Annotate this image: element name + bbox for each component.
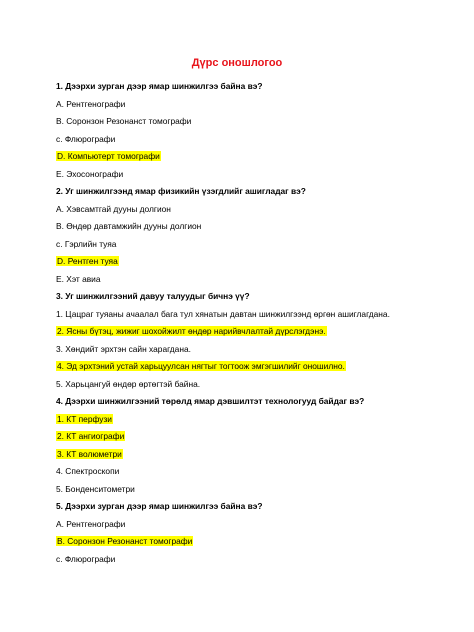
line-text: A. Хэвсамтгай дууны долгион — [56, 203, 171, 214]
answer-line — [56, 116, 191, 127]
answer-line — [56, 326, 327, 337]
answer-line — [56, 466, 119, 477]
line-text: c. Флюрографи — [56, 133, 116, 144]
question-line — [56, 291, 250, 302]
answer-line — [56, 256, 119, 267]
line-text: E. Эхосонографи — [56, 168, 124, 179]
answer-line — [56, 519, 125, 530]
line-text: B. Соронзон Резонанст томографи — [56, 116, 192, 126]
document-title: Дүрс оношлогоо — [191, 57, 283, 69]
answer-line — [56, 484, 135, 495]
answer-line — [56, 274, 101, 285]
line-text: 3. Хөндийт эрхтэн сайн харагдана. — [56, 343, 191, 354]
question-line — [56, 81, 262, 92]
answer-line — [56, 361, 346, 372]
question-line — [56, 396, 364, 407]
line-text: 1. Цацраг туяаны ачаалал бага тул хянатын давтан шинжилгээнд өргөн ашиглагдана. — [56, 308, 390, 319]
answer-line — [56, 379, 200, 390]
highlighted-answer-text: 2. Ясны бүтэц, жижиг шохойжилт өндөр нарийвчлалтай дүрслэгдэнэ. — [57, 326, 326, 336]
highlighted-answer-text: D. Компьютерт томографи — [57, 151, 160, 161]
answer-line — [56, 309, 390, 320]
highlighted-answer-text: D. Рентген туяа — [57, 256, 118, 266]
answer-line — [56, 431, 125, 442]
line-text: B. Өндөр давтамжийн дууны долгион — [56, 221, 202, 231]
line-text: 4. Дээрхи шинжилгээний төрөлд ямар дэвшилтэт технологууд байдаг вэ? — [56, 396, 365, 406]
highlighted-answer-text: 3. КТ волюметри — [57, 448, 122, 459]
line-text: A. Рентгенографи — [56, 518, 126, 529]
line-text: 1. Дээрхи зурган дээр ямар шинжилгээ байна вэ? — [56, 81, 263, 91]
answer-line — [56, 204, 171, 215]
highlighted-answer-text: 1. КТ перфузи — [57, 413, 112, 424]
line-text: 5. Харьцангуй өндөр өртөгтэй байна. — [56, 378, 201, 389]
answer-line — [56, 536, 193, 547]
line-text: 3. Уг шинжилгээний давуу талуудыг бичнэ үү? — [56, 291, 250, 301]
answer-line — [56, 221, 201, 232]
answer-line — [56, 99, 125, 110]
line-text: 2. Уг шинжилгээнд ямар физикийн үзэгдлийг ашигладаг вэ? — [56, 186, 306, 196]
answer-line — [56, 134, 115, 145]
line-text: 5. Дээрхи зурган дээр ямар шинжилгээ байна вэ? — [56, 501, 263, 511]
line-text: 4. Спектроскопи — [56, 466, 120, 476]
line-text: c. Гэрлийн туяа — [56, 238, 117, 249]
highlighted-answer-text: 4. Эд эрхтэний устай харьцуулсан нягтыг тогтоож эмгэгшилийг оношилно. — [57, 361, 345, 371]
answer-line — [56, 414, 113, 425]
answer-line — [56, 151, 161, 162]
line-text: 5. Бонденситометри — [56, 483, 135, 494]
answer-line — [56, 554, 115, 565]
highlighted-answer-text: B. Соронзон Резонанст томографи — [57, 536, 193, 546]
answer-line — [56, 169, 123, 180]
answer-line — [56, 239, 116, 250]
question-line — [56, 186, 306, 197]
highlighted-answer-text: 2. КТ ангиографи — [57, 431, 125, 441]
answer-line — [56, 449, 123, 460]
line-text: A. Рентгенографи — [56, 98, 126, 109]
question-line — [56, 501, 262, 512]
line-text: c. Флюрографи — [56, 553, 116, 564]
line-text: E. Хэт авиа — [56, 273, 101, 284]
answer-line — [56, 344, 191, 355]
